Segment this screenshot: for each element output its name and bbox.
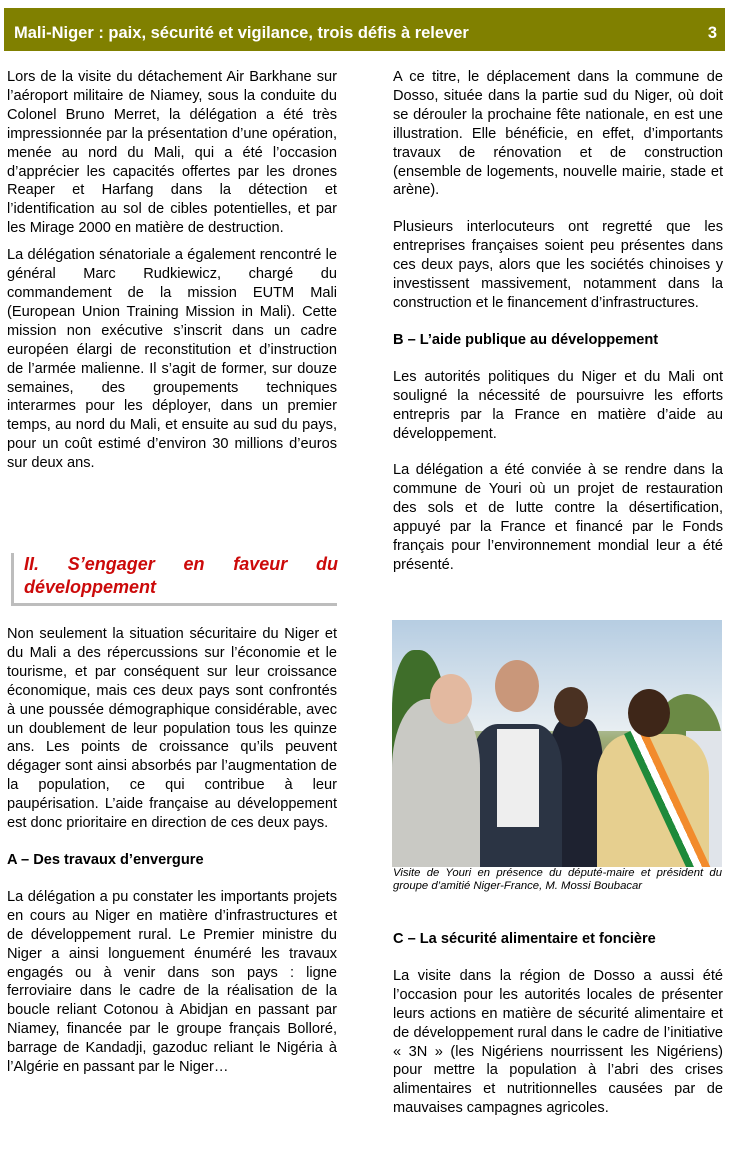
photo-caption: Visite de Youri en présence du député-maire et président du groupe d’amitié Niger-France, M. Mossi Boubacar [393, 867, 722, 892]
paragraph-subsection-c: La visite dans la région de Dosso a aussi été l’occasion pour les autorités locales de présenter leurs actions en matière de sécurité alimentaire et de développement rural dans le cadre de l’initiative « 3N » (les Nigériens nourrissent les Nigériens) pour mettre la population à l’abri des crises alimentaires et nutritionnelles causées par de mauvaises campagnes agricoles. [393, 967, 723, 1117]
photo-youri-visit [392, 620, 722, 867]
subsection-c-title: C – La sécurité alimentaire et foncière [393, 931, 656, 947]
right-column-upper [393, 68, 723, 575]
paragraph-aide-publique-2: La délégation a été conviée à se rendre dans la commune de Youri où un projet de restauration des sols et de lutte contre la désertification, appuyé par la France et financé par le Fonds français pour l’environnement mondial leur a été présenté. [393, 462, 723, 573]
right-column-lower [393, 930, 723, 1118]
section-heading: II. S’engager en faveur du développement [24, 554, 338, 597]
paragraph-entreprises: Plusieurs interlocuteurs ont regretté que les entreprises françaises soient peu présentes dans ces deux pays, alors que les sociétés chinoises y investissent massivement, notamment dans la construction et le financement d’infrastructures. [393, 219, 723, 311]
paragraph-eutm-mali: La délégation sénatoriale a également rencontré le général Marc Rudkiewicz, chargé du commandement de la mission EUTM Mali (European Union Training Mission in Mali). Cette mission non exécutive s’inscrit dans un cadre européen élargi de reconstitution et d’instruction de l’armée malienne. Il s’agit de former, sur douze semaines, des groupements techniques interarmes pour les déployer, dans un premier temps, au nord du Mali, et ensuite au sud du pays, pour un coût estimé d’environ 30 millions d’euros sur deux ans. [7, 247, 337, 472]
subsection-b-title: B – L’aide publique au développement [393, 331, 659, 348]
paragraph-air-barkhane: Lors de la visite du détachement Air Barkhane sur l’aéroport militaire de Niamey, sous la conduite du Colonel Bruno Merret, la délégation a été très impressionnée par la présentation d’une opération, menée au nord du Mali, qui a été l’occasion d’apprécier les capacités offertes par les drones Reaper et Harfang dans la détection et l’identification au sol de cibles potentielles, et par les Mirage 2000 en matière de destruction. [7, 69, 337, 237]
section-heading-box [11, 553, 337, 606]
page-title: Mali-Niger : paix, sécurité et vigilance, trois défis à relever [14, 24, 469, 42]
left-column-lower [7, 625, 337, 1077]
paragraph-subsection-a: La délégation a pu constater les importants projets en cours au Niger en matière d’infrastructures et de développement rural. Le Premier ministre du Niger a ainsi longuement énuméré les travaux engagés ou à venir dans son pays : ligne ferroviaire dans le cadre de la réalisation de la boucle reliant Cotonou à Abidjan en passant par Niamey, financée par le groupe français Bolloré, barrage de Kandadji, gazoduc reliant le Nigéria à l’Algérie en passant par le Niger… [7, 888, 337, 1076]
paragraph-dosso: A ce titre, le déplacement dans la commune de Dosso, située dans la partie sud du Niger, où doit se dérouler la prochaine fête nationale, en est une illustration. Elle bénéficie, en effet, d’importants travaux de rénovation et de construction (ensemble de logements, nouvelle mairie, stade et arène). [393, 69, 723, 199]
page-number: 3 [707, 24, 717, 42]
left-column-upper [7, 68, 337, 473]
paragraph-section-intro: Non seulement la situation sécuritaire du Niger et du Mali a des répercussions sur l’économie et le tourisme, et par conséquent sur leur croissance économique, mais ces deux pays sont confrontés à une poussée démographique considérable, avec un doublement de leur population tous les quinze ans. Les points de croissance qu’ils peuvent dégager sont ainsi absorbés par l’augmentation de la population, ce qui contribue à leur paupérisation. L’aide française au développement est donc prioritaire en direction de ces deux pays. [7, 626, 337, 832]
paragraph-aide-publique-1: Les autorités politiques du Niger et du Mali ont souligné la nécessité de poursuivre les efforts entrepris par la France en matière d’aide au développement. [393, 368, 723, 442]
subsection-a-title: A – Des travaux d’envergure [7, 851, 204, 868]
